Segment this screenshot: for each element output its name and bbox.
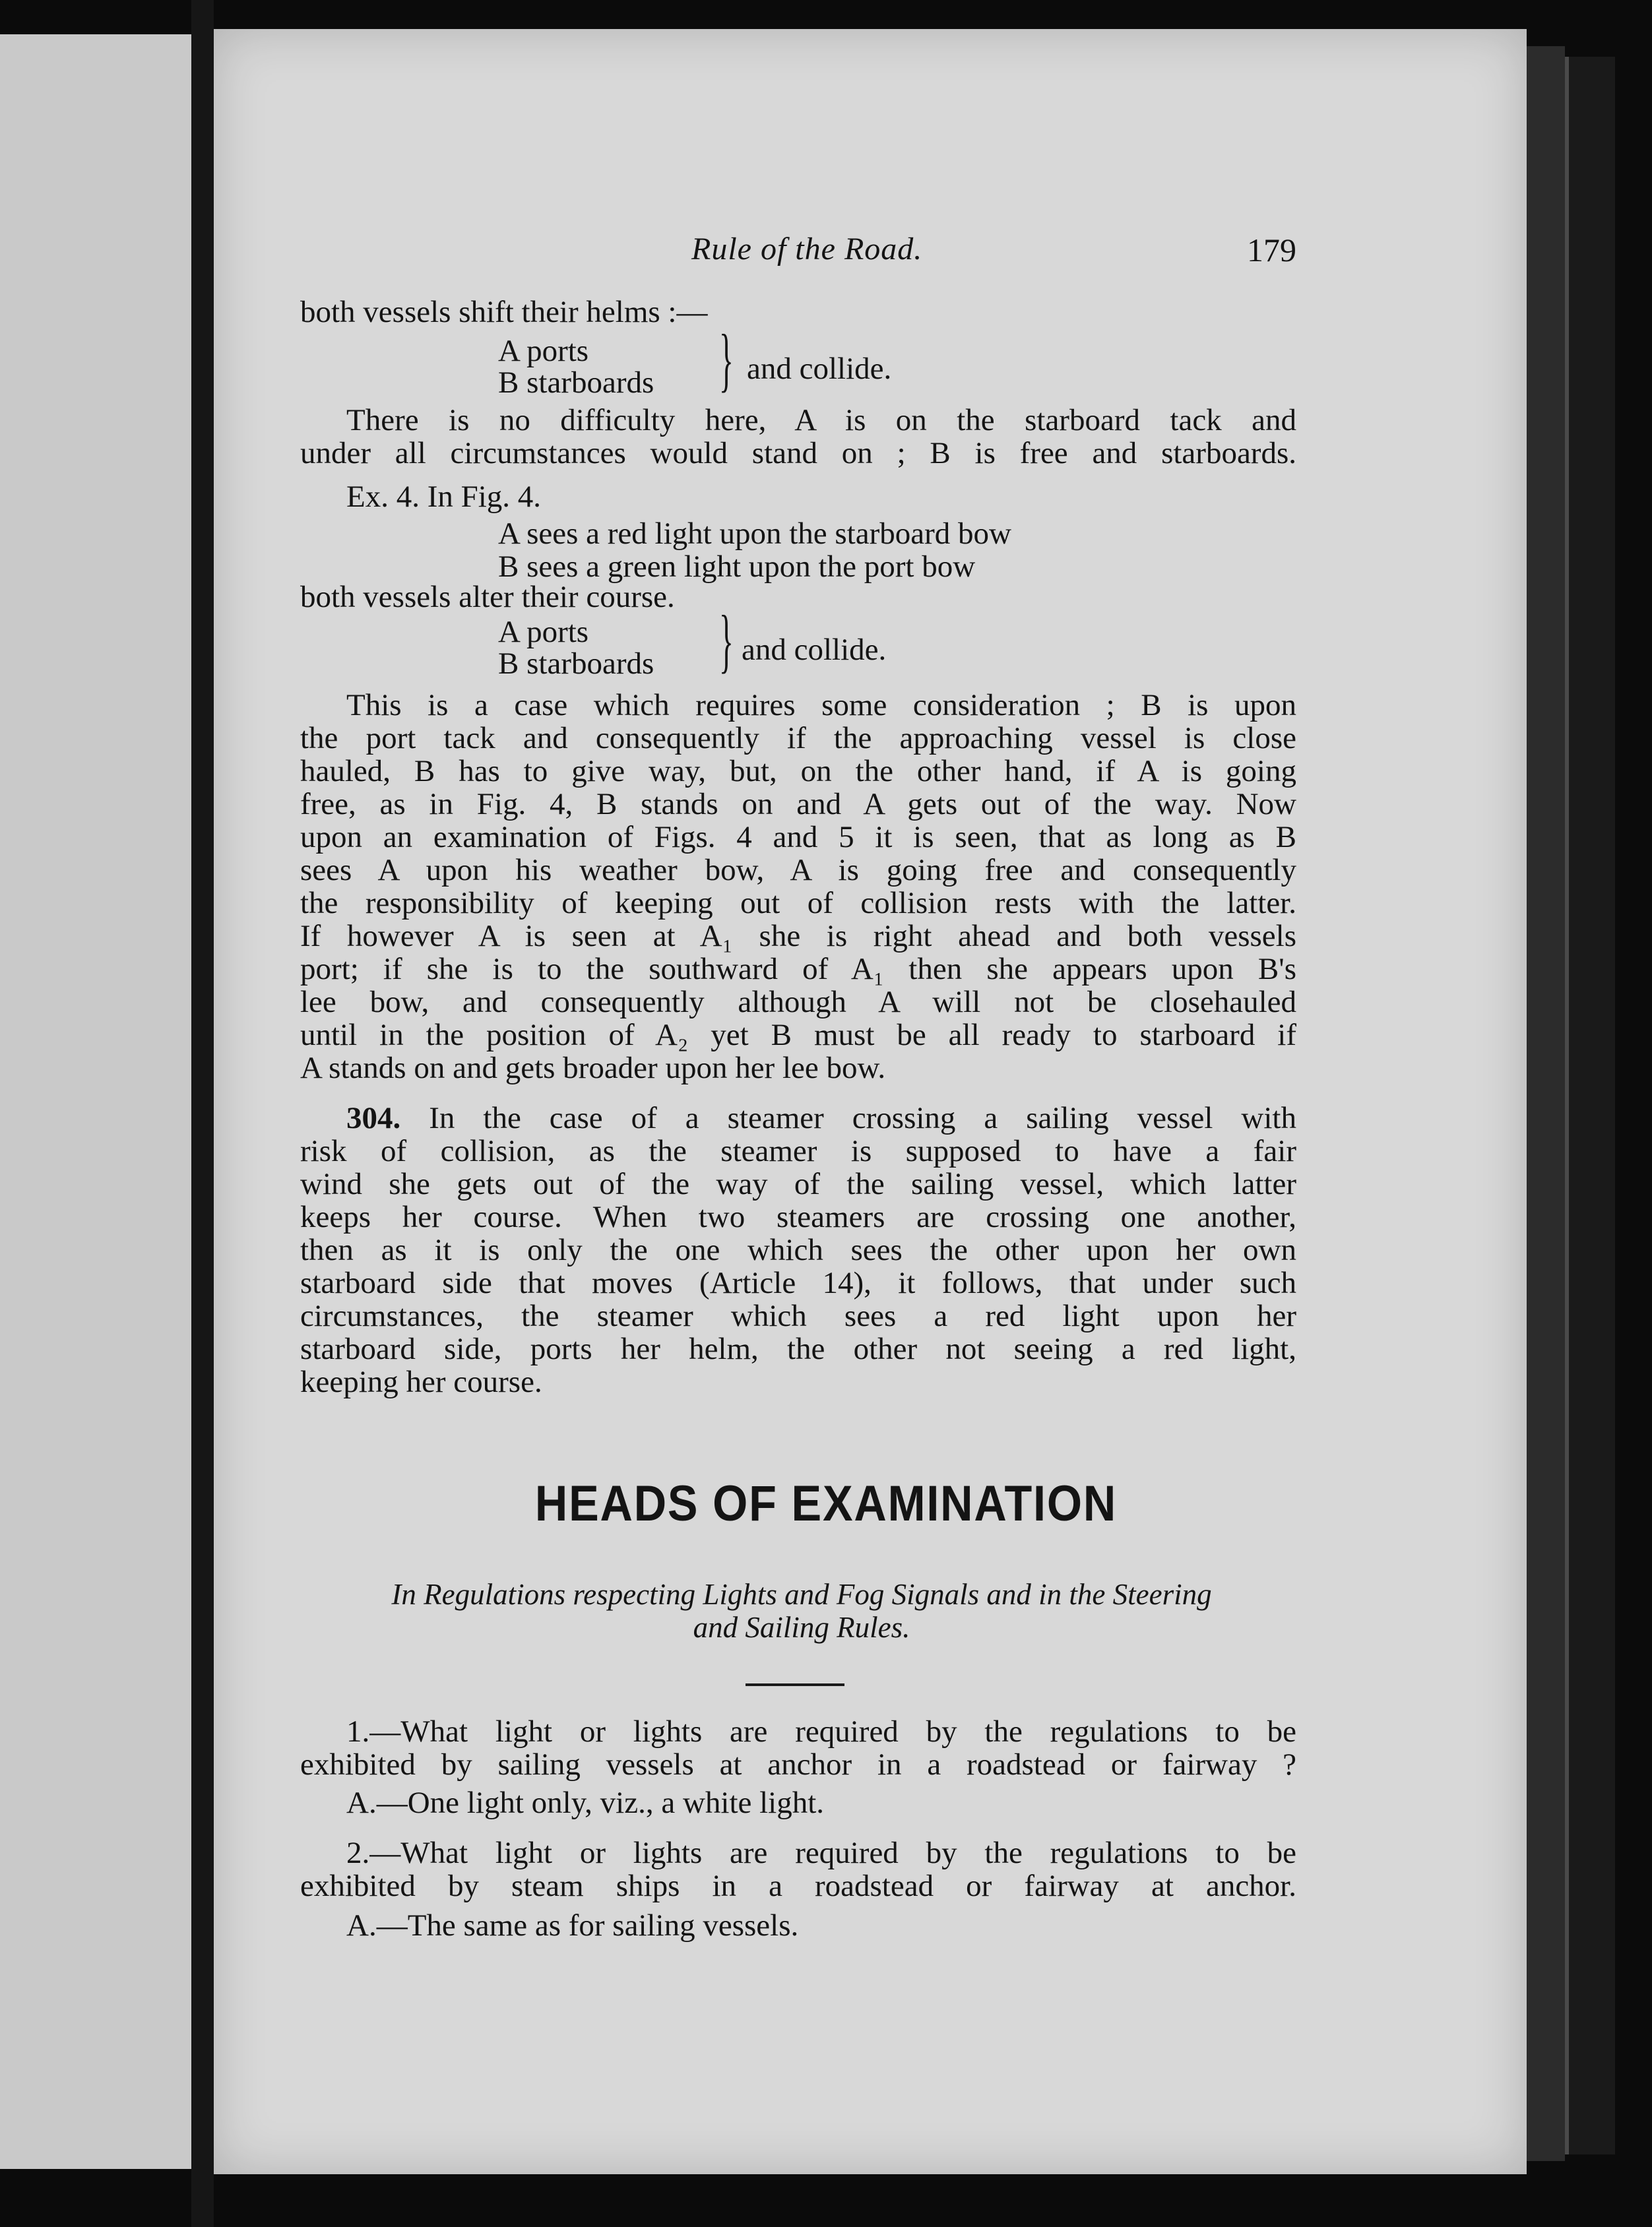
example-4-label: Ex. 4. In Fig. 4. <box>346 480 542 514</box>
running-head: Rule of the Road. <box>691 232 923 267</box>
paragraph-no-difficulty-2: under all circumstances would stand on ; B is free and starboards. <box>300 436 1296 470</box>
page-stack-edge <box>1527 46 1565 2161</box>
facing-page-edge <box>0 34 198 2169</box>
book-gutter <box>191 0 214 2227</box>
paragraph-consideration-line: the responsibility of keeping out of collision rests with the latter. <box>300 886 1296 920</box>
collide-text-1: and collide. <box>747 352 892 386</box>
brace-1: } <box>719 321 734 399</box>
brace-2: } <box>719 602 734 680</box>
subheading-line-1: In Regulations respecting Lights and Fog Signals and in the Steering <box>391 1578 1212 1611</box>
question-2-line-1: 2.—What light or lights are required by the regulations to be <box>346 1836 1296 1870</box>
paragraph-consideration-line: hauled, B has to give way, but, on the other hand, if A is going <box>300 754 1296 788</box>
starboards-line-1: B starboards <box>498 365 654 400</box>
paragraph-consideration-line: the port tack and consequently if the approaching vessel is close <box>300 721 1296 755</box>
paragraph-no-difficulty-1: There is no difficulty here, A is on the starboard tack and <box>346 403 1296 437</box>
collide-text-2: and collide. <box>742 633 887 667</box>
paragraph-304-line: wind she gets out of the way of the sailing vessel, which latter <box>300 1167 1296 1201</box>
example-4-line-c: both vessels alter their course. <box>300 580 675 614</box>
example-4-line-b: B sees a green light upon the port bow <box>498 549 976 584</box>
question-1-line-2: exhibited by sailing vessels at anchor in a roadstead or fairway ? <box>300 1747 1296 1782</box>
paragraph-304-first <box>300 1102 1296 1135</box>
starboards-line-2: B starboards <box>498 646 654 681</box>
paragraph-consideration-last: A stands on and gets broader upon her lee bow. <box>300 1051 886 1085</box>
paragraph-304-line: circumstances, the steamer which sees a red light upon her <box>300 1299 1296 1333</box>
paragraph-304-first-text: In the case of a steamer crossing a sailing vessel with <box>400 1101 1296 1135</box>
paragraph-304-last: keeping her course. <box>300 1365 542 1399</box>
paragraph-consideration-line: upon an examination of Figs. 4 and 5 it is seen, that as long as B <box>300 820 1296 854</box>
paragraph-consideration-line: sees A upon his weather bow, A is going free and consequently <box>300 853 1296 887</box>
paragraph-consideration-line: free, as in Fig. 4, B stands on and A gets out of the way. Now <box>300 787 1296 821</box>
subheading-line-2: and Sailing Rules. <box>693 1611 910 1644</box>
paragraph-304-line: then as it is only the one which sees the other upon her own <box>300 1233 1296 1267</box>
section-number: 304. <box>346 1101 401 1135</box>
paragraph-304-line: starboard side that moves (Article 14), it follows, that under such <box>300 1266 1296 1300</box>
paragraph-consideration-line: port; if she is to the southward of A₁ then she appears upon B's <box>300 952 1296 986</box>
section-heading: HEADS OF EXAMINATION <box>534 1476 1118 1532</box>
paragraph-consideration-line: If however A is seen at A₁ she is right ahead and both vessels <box>300 919 1296 953</box>
paragraph-304-line: risk of collision, as the steamer is supposed to have a fair <box>300 1134 1296 1168</box>
paragraph-helms: both vessels shift their helms :— <box>300 295 708 329</box>
question-2-line-2: exhibited by steam ships in a roadstead or fairway at anchor. <box>300 1869 1296 1903</box>
divider-rule <box>746 1683 844 1686</box>
ports-line-2: A ports <box>498 615 589 649</box>
paragraph-304-line: starboard side, ports her helm, the other not seeing a red light, <box>300 1332 1296 1366</box>
ports-line-1: A ports <box>498 334 589 368</box>
paragraph-consideration-line: This is a case which requires some consideration ; B is upon <box>346 688 1296 722</box>
example-4-line-a: A sees a red light upon the starboard bow <box>498 517 1011 551</box>
page-number: 179 <box>1247 232 1296 268</box>
question-1-line-1: 1.—What light or lights are required by the regulations to be <box>346 1714 1296 1749</box>
paragraph-consideration-line: lee bow, and consequently although A will not be closehauled <box>300 985 1296 1019</box>
section-subheading <box>303 1578 1300 1644</box>
paragraph-304-line: keeps her course. When two steamers are crossing one another, <box>300 1200 1296 1234</box>
paragraph-consideration-line: until in the position of A₂ yet B must be all ready to starboard if <box>300 1018 1296 1052</box>
answer-2: A.—The same as for sailing vessels. <box>346 1908 799 1943</box>
answer-1: A.—One light only, viz., a white light. <box>346 1786 825 1820</box>
book-cover-edge <box>1565 57 1615 2154</box>
